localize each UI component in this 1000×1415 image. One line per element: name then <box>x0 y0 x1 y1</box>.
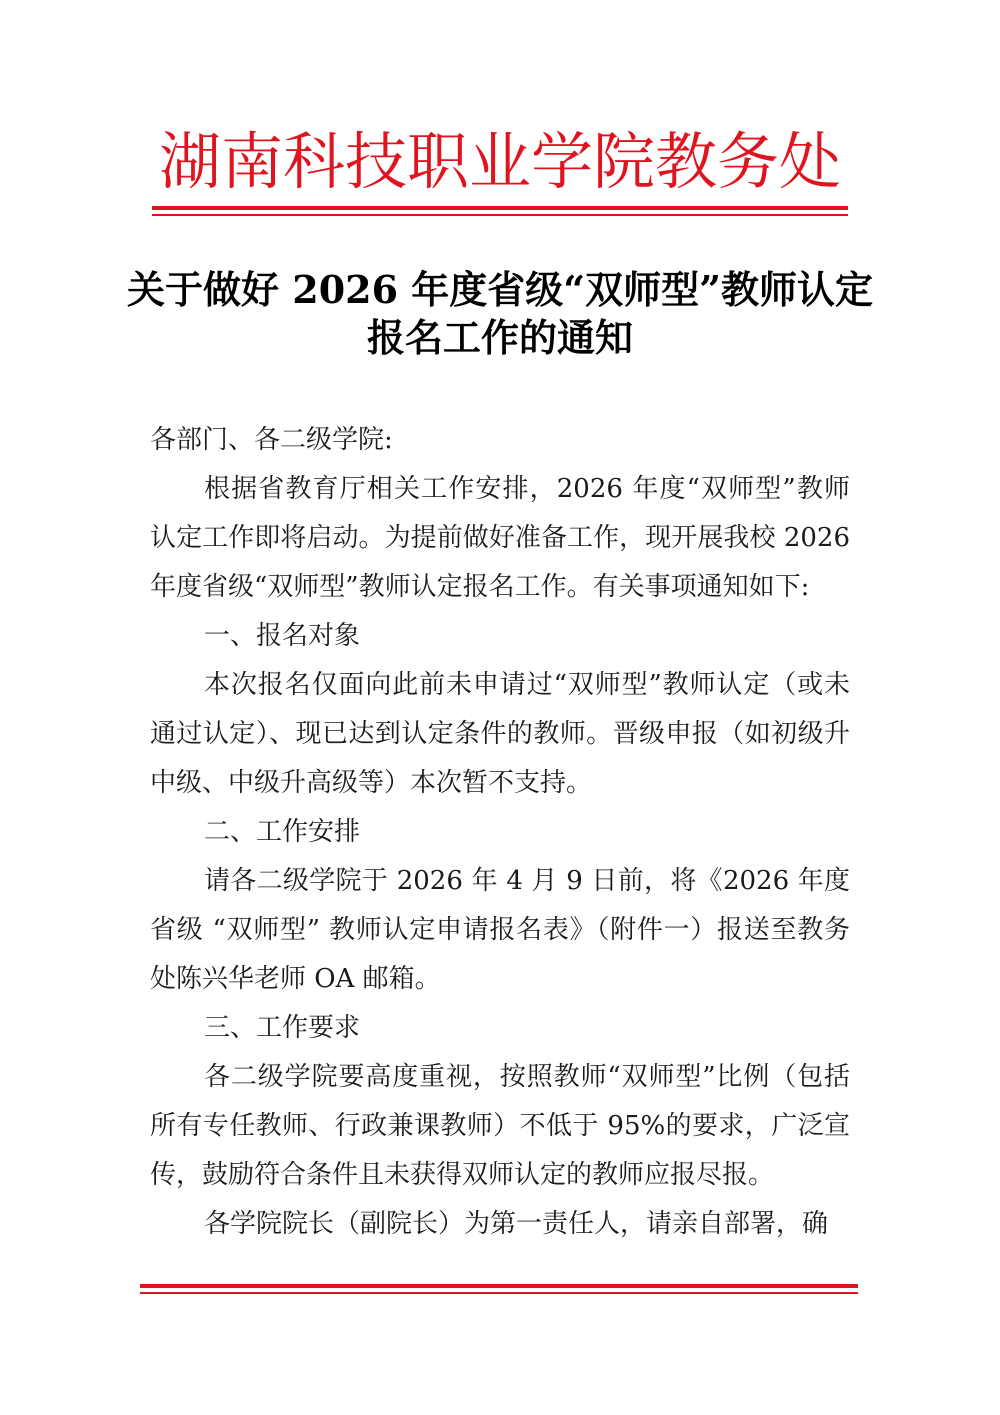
footer-rule-bottom <box>140 1292 858 1294</box>
notice-title-line-1: 关于做好 2026 年度省级“双师型”教师认定 <box>127 267 873 312</box>
letterhead-org-name: 湖南科技职业学院教务处 <box>158 125 841 198</box>
notice-body <box>150 416 850 1249</box>
paragraph-intro: 根据省教育厅相关工作安排，2026 年度“双师型”教师认定工作即将启动。为提前做好准备工作，现开展我校 2026 年度省级“双师型”教师认定报名工作。有关事项通知如下: <box>150 474 850 602</box>
section-heading-3: 三、工作要求 <box>204 1013 361 1043</box>
letterhead-rule-bottom <box>152 214 848 216</box>
footer-rule-top <box>140 1284 858 1288</box>
paragraph-arrangement: 请各二级学院于 2026 年 4 月 9 日前，将《2026 年度省级 “双师型” 教师认定申请报名表》（附件一）报送至教务处陈兴华老师 OA 邮箱。 <box>150 866 850 994</box>
paragraph-requirements: 各二级学院要高度重视，按照教师“双师型”比例（包括所有专任教师、行政兼课教师）不低于 95%的要求，广泛宣传，鼓励符合条件且未获得双师认定的教师应报尽报。 <box>150 1062 850 1190</box>
letterhead-rule-top <box>152 206 848 210</box>
paragraph-responsibility: 各学院院长（副院长）为第一责任人，请亲自部署，确 <box>204 1209 829 1239</box>
paragraph-eligibility: 本次报名仅面向此前未申请过“双师型”教师认定（或未通过认定）、现已达到认定条件的教师。晋级申报（如初级升中级、中级升高级等）本次暂不支持。 <box>150 670 850 798</box>
salutation: 各部门、各二级学院: <box>150 425 393 455</box>
section-heading-2: 二、工作安排 <box>204 817 361 847</box>
notice-title-line-2: 报名工作的通知 <box>366 315 633 360</box>
section-heading-1: 一、报名对象 <box>204 621 361 651</box>
